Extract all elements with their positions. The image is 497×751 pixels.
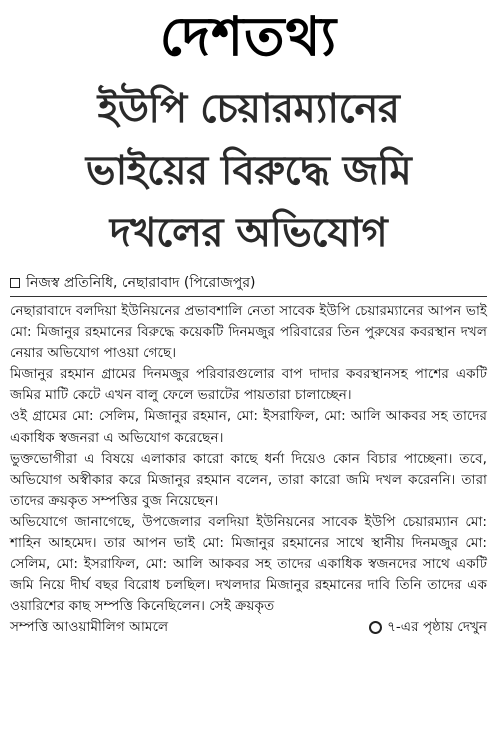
headline-line: ভাইয়ের বিরুদ্ধে জমি (85, 148, 412, 194)
article-body (10, 301, 487, 617)
continued-text: ৭-এর পৃষ্ঠায় দেখুন (387, 619, 487, 636)
last-line: সম্পত্তি আওয়ামীলিগ আমলে (10, 619, 169, 636)
circle-bullet-icon (369, 621, 382, 634)
paragraph: ওই গ্রামের মো: সেলিম, মিজানুর রহমান, মো: ইসরাফিল, মো: আলি আকবর সহ তাদের একাধিক স্বজনরা এ অভিযোগ করেছেন। (10, 408, 487, 446)
headline-line: ইউপি চেয়ারম্যানের (97, 86, 400, 132)
byline-text: নিজস্ব প্রতিনিধি, নেছারাবাদ (পিরোজপুর) (26, 275, 256, 291)
article-footer (10, 617, 487, 638)
headline (10, 78, 487, 264)
byline (10, 272, 487, 297)
paragraph: অভিযোগে জানাগেছে, উপজেলার বলদিয়া ইউনিয়নের সাবেক ইউপি চেয়ারম্যান মো: শাহিন আহমেদ। তার আপন ভাই মো: মিজানুর রহমানের সাথে স্থানীয় দিনমজুর মো: সেলিম, মো: ইসরাফিল, মো: আলি আকবর সহ তাদের একাধিক স্বজনদের সাথে একটি জমি নিয়ে দীর্ঘ বছর বিরোধ চলছিল। দখলদার মিজানুর রহমানের দাবি তিনি তাদের এক ওয়ারিশের কাছ সম্পত্তি কিনেছিলেন। সেই ক্রয়কৃত (10, 513, 487, 615)
headline-line: দখলের অভিযোগ (109, 210, 388, 256)
paragraph: ভুক্তভোগীরা এ বিষয়ে এলাকার কারো কাছে ধর্না দিয়েও কোন বিচার পাচ্ছেনা। তবে, অভিযোগ অস্বীকার করে মিজানুর রহমান বলেন, তারা কারো জমি দখল করেননি। তারা তাদের ক্রয়কৃত সম্পত্তির বুজ নিয়েছেন। (10, 450, 487, 509)
paragraph: মিজানুর রহমান গ্রামের দিনমজুর পরিবারগুলোর বাপ দাদার কবরস্থানসহ পাশের একটি জমির মাটি কেটে এখন বালু ফেলে ভরাটের পায়তারা চালাচ্ছেন। (10, 366, 487, 404)
masthead: দেশতথ্য (159, 4, 338, 68)
paragraph: নেছারাবাদে বলদিয়া ইউনিয়নের প্রভাবশালি নেতা সাবেক ইউপি চেয়ারম্যানের আপন ভাই মো: মিজানুর রহমানের বিরুদ্ধে কয়েকটি দিনমজুর পরিবারের তিন পুরুষের কবরস্থান দখল নেয়ার অভিযোগ পাওয়া গেছে। (10, 303, 487, 362)
continued-note (369, 617, 487, 638)
square-bullet-icon (10, 278, 20, 288)
